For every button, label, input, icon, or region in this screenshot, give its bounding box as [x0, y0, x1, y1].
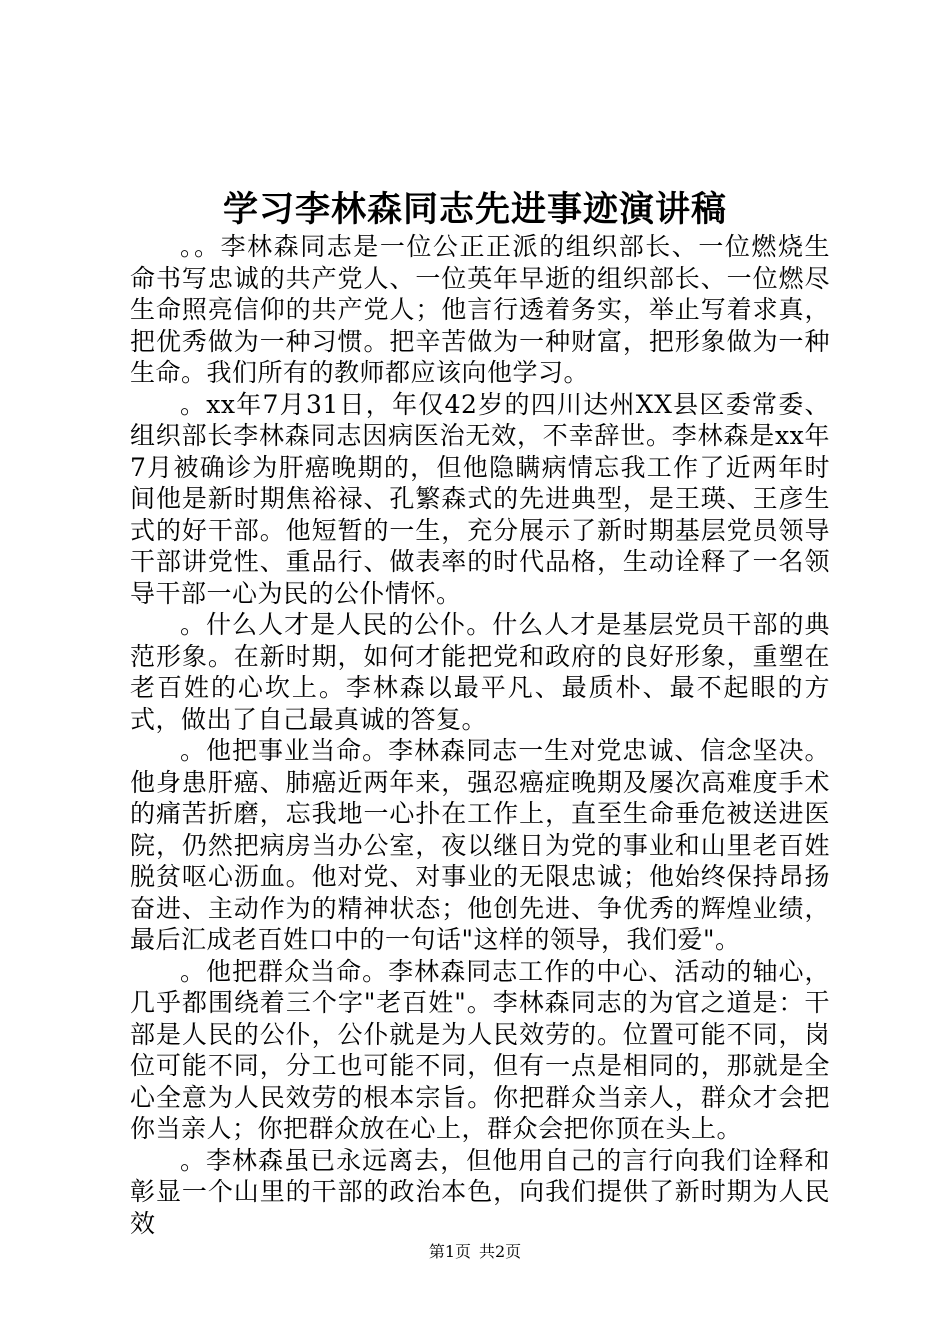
paragraph-question: 。什么人才是人民的公仆。什么人才是基层党员干部的典范形象。在新时期，如何才能把党和政府的良好形象，重塑在老百姓的心坎上。李林森以最平凡、最质朴、最不起眼的方式，做出了自己最真诚的答复。 [130, 610, 830, 734]
document-title: 学习李林森同志先进事迹演讲稿 [222, 190, 727, 230]
paragraph-career: 。他把事业当命。李林森同志一生对党忠诚、信念坚决。他身患肝癌、肺癌近两年来，强忍癌症晚期及屡次高难度手术的痛苦折磨，忘我地一心扑在工作上，直至生命垂危被送进医院，仍然把病房当办公室，夜以继日为党的事业和山里老百姓脱贫呕心沥血。他对党、对事业的无限忠诚；他始终保持昂扬奋进、主动作为的精神状态；他创先进、争优秀的辉煌业绩，最后汇成老百姓口中的一句话"这样的领导，我们爱"。 [130, 736, 830, 954]
paragraph-people: 。他把群众当命。李林森同志工作的中心、活动的轴心，几乎都围绕着三个字"老百姓"。李林森同志的为官之道是：干部是人民的公仆，公仆就是为人民效劳的。位置可能不同，岗位可能不同，分工也可能不同，但有一点是相同的，那就是全心全意为人民效劳的根本宗旨。你把群众当亲人，群众才会把你当亲人；你把群众放在心上，群众会把你顶在头上。 [130, 956, 830, 1143]
page-number: 第1页 [428, 1242, 471, 1261]
paragraph-legacy: 。李林森虽已永远离去，但他用自己的言行向我们诠释和彰显一个山里的干部的政治本色，向我们提供了新时期为人民效 [130, 1145, 830, 1238]
page-footer [0, 1241, 950, 1263]
document-body [130, 231, 830, 1239]
paragraph-intro: 。。李林森同志是一位公正正派的组织部长、一位燃烧生命书写忠诚的共产党人、一位英年早逝的组织部长、一位燃尽生命照亮信仰的共产党人；他言行透着务实，举止写着求真，把优秀做为一种习惯。把辛苦做为一种财富，把形象做为一种生命。我们所有的教师都应该向他学习。 [130, 232, 830, 387]
page-total: 共2页 [479, 1242, 522, 1261]
paragraph-background: 。xx年7月31日，年仅42岁的四川达州XX县区委常委、组织部长李林森同志因病医治无效，不幸辞世。李林森是xx年7月被确诊为肝癌晚期的，但他隐瞒病情忘我工作了近两年时间他是新时期焦裕禄、孔繁森式的先进典型，是王瑛、王彦生式的好干部。他短暂的一生，充分展示了新时期基层党员领导干部讲党性、重品行、做表率的时代品格，生动诠释了一名领导干部一心为民的公仆情怀。 [130, 389, 830, 608]
